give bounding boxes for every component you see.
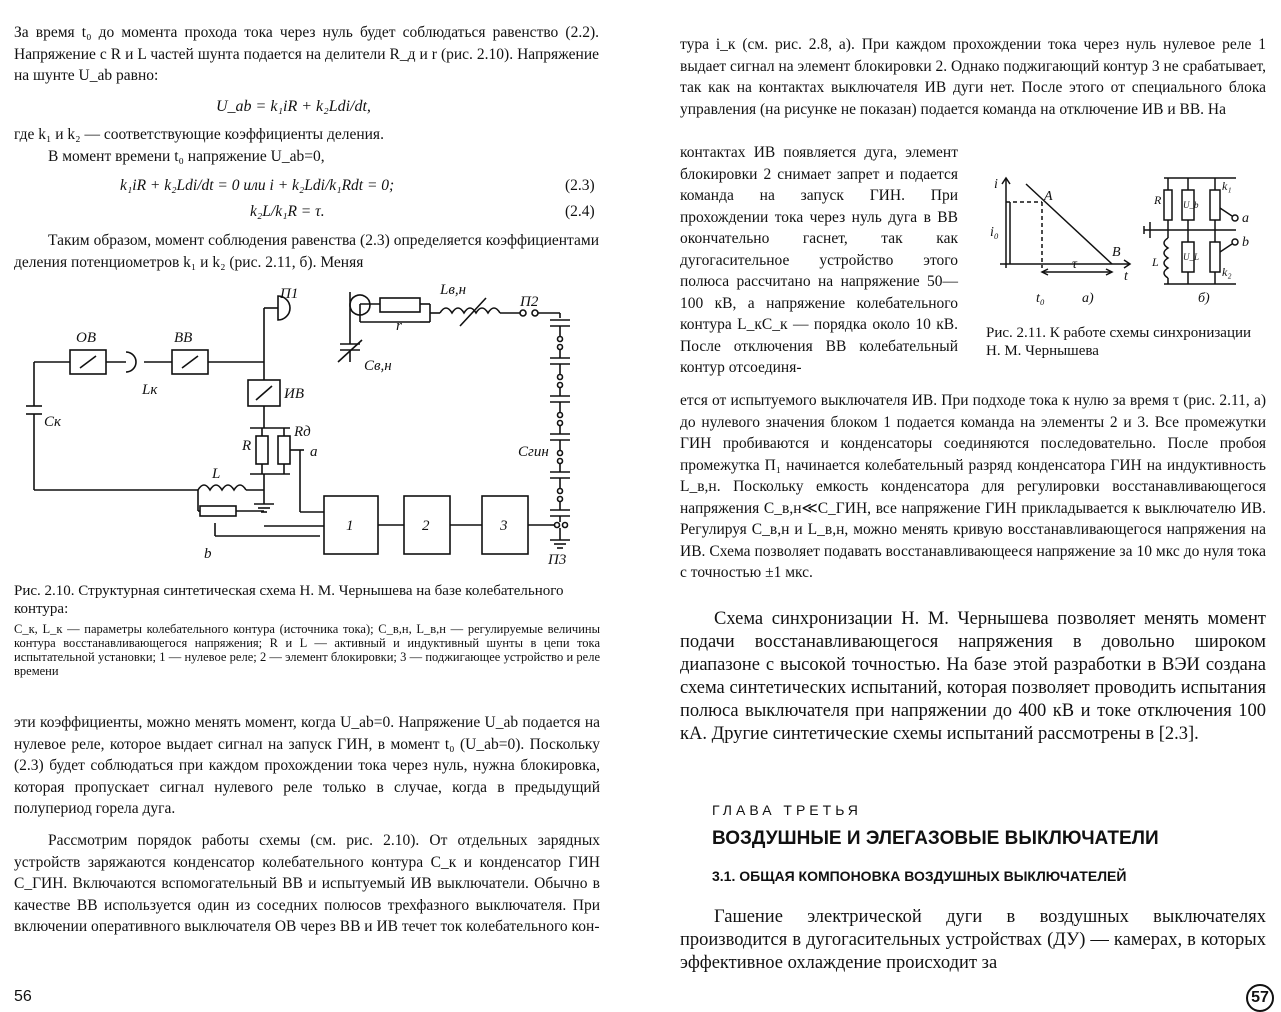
right-paragraph-2: ется от испытуемого выключателя ИВ. При подходе тока к нулю за время τ (рис. 2.11, а) до нулевого значения блоком 1 подается команда на элементы 2 и 3. Все промежутки ГИН пробиваются и конденсаторы соединяются последовательно. После пробоя промежутка П₁ начинается колебательный разряд конденсатора ГИН на индуктивность L_в,н. Поскольку емкость конденсатора для регулировки восстанавливающегося напряжения C_в,н≪C_ГИН, все напряжение ГИН прикладывается к выключателю ИВ. Регулируя C_в,н и L_в,н, можно менять кривую восстанавливающегося напряжения на ИВ. Схема позволяет подавать восстанавливающееся напряжение за 10 мкс до нуля тока с точностью ±1 мкс. (680, 392, 1266, 581)
right-paragraph-1b: контактах ИВ появляется дуга, элемент блокировки 2 снимает запрет и подается команда на запуск ГИН. При прохождении тока через нуль дуга в ВВ окончательно гаснет, так как дугогасительное устройство этого полюса рассчитано на напряжение 50—100 кВ, а напряжение колебательного контура L_кC_к — порядка около 10 кВ. После отключения ВВ колебательный контур отсоединя- (680, 144, 958, 376)
left-paragraph-1: За время t₀ до момента прохода тока через нуль будет соблюдаться равенство (2.2). Напряжение с R и L частей шунта подается на делители R_д и r (рис. 2.10). Напряжение на шунте U_ab равно: (14, 24, 599, 84)
label-cvn: Cв,н (364, 358, 392, 374)
fig211-label-UL: U_L (1183, 252, 1200, 262)
equation-2-3: k₁iR + k₂Ldi/dt = 0 или i + k₂Ldi/k₁Rdt = 0; (120, 177, 395, 194)
fig211-label-b: б) (1198, 291, 1210, 306)
right-paragraph-1: тура i_к (см. рис. 2.8, а). При каждом прохождении тока через нуль нулевое реле 1 выдает сигнал на элемент блокировки 2. Однако поджигающий контур 3 не срабатывает, так как на контактах выключателя ИВ дуги нет. После этого от специального блока управления (на рисунке не показан) подается команда на отключение ИВ и ВВ. На (680, 36, 1266, 118)
fig211-label-a: а) (1082, 291, 1094, 306)
figure-2-10-legend: C_к, L_к — параметры колебательного контура (источника тока); C_в,н, L_в,н — регулируемые величины контура восстанавливающегося напряжения; R и L — активный и индуктивный шунты в цепи тока испытательной установки; 1 — нулевое реле; 2 — элемент блокировки; 3 — поджигающее устройство и реле времени (14, 622, 600, 678)
figure-2-10-caption: Рис. 2.10. Структурная синтетическая схема Н. М. Чернышева на базе колебательного контура: (14, 583, 564, 617)
label-cgin: Cгин (518, 444, 549, 460)
label-L: L (212, 466, 221, 482)
fig211-label-Ub: U_b (1183, 200, 1199, 210)
right-paragraph-3: Схема синхронизации Н. М. Чернышева позволяет менять момент подачи восстанавливающегося напряжения в довольно широком диапазоне с высокой точностью. На базе этой разработки в ВЭИ создана схема синтетических испытаний, которая позволяет проводить испытания полюса выключателя при напряжении до 400 кВ и токе отключения 100 кА. Другие синтетические схемы испытаний рассмотрены в [2.3]. (680, 609, 1266, 744)
fig211-label-i: i (994, 177, 998, 192)
fig211-label-t: t (1124, 269, 1128, 284)
fig211-label-tau: τ (1072, 257, 1078, 272)
equation-2-4-number: (2.4) (565, 203, 595, 220)
figure-2-11-caption: Рис. 2.11. К работе схемы синхронизации Н. М. Чернышева (986, 325, 1252, 359)
fig211-label-A: A (1044, 189, 1053, 204)
label-lk: Lк (142, 382, 158, 398)
label-vv: ВВ (174, 330, 193, 346)
left-paragraph-3: В момент времени t₀ напряжение U_ab=0, (48, 148, 325, 165)
page-number-left: 56 (14, 988, 32, 1005)
figure-2-11 (986, 168, 1266, 314)
label-lvn: Lв,н (440, 282, 467, 298)
fig211-label-k2: k₂ (1222, 265, 1232, 279)
right-page (640, 0, 1281, 1011)
label-ov: ОВ (76, 330, 96, 346)
label-p2: П2 (520, 294, 539, 310)
label-block-1: 1 (346, 518, 354, 534)
left-paragraph-6: Рассмотрим порядок работы схемы (см. рис. 2.10). От отдельных зарядных устройств заряжаются конденсатор колебательного контура C_к и конденсатор ГИН C_ГИН. Включаются вспомогательный ВВ и испытуемый ИВ выключатели. Обычно в качестве ВВ используется один из соседних полюсов трехфазного выключателя. При включении оперативного выключателя ОВ через ВВ и ИВ течет ток колебательного кон- (14, 832, 600, 935)
label-Rd: Rд (294, 424, 311, 440)
formula-uab: U_ab = k₁iR + k₂Ldi/dt, (216, 98, 371, 115)
equation-2-3-number: (2.3) (565, 177, 595, 194)
left-paragraph-5: эти коэффициенты, можно менять момент, когда U_ab=0. Напряжение U_ab подается на нулевое реле, которое выдает сигнал на запуск ГИН, в момент t₀ (U_ab=0). Поскольку (2.3) будет соблюдаться при каждом прохождении тока через нуль, нужна блокировка, которая пропускает сигнал нулевого реле только в случае, когда в предыдущий полупериод горела дуга. (14, 714, 600, 817)
chapter-title: ВОЗДУШНЫЕ И ЭЛЕГАЗОВЫЕ ВЫКЛЮЧАТЕЛИ (712, 828, 1159, 849)
label-block-2: 2 (422, 518, 430, 534)
label-b: b (204, 546, 212, 562)
section-title: 3.1. ОБЩАЯ КОМПОНОВКА ВОЗДУШНЫХ ВЫКЛЮЧАТЕЛЕЙ (712, 868, 1127, 884)
fig211-label-pb: b (1242, 235, 1249, 250)
fig211-label-pa: a (1242, 211, 1249, 226)
fig211-label-i0: i₀ (990, 225, 999, 240)
page-number-right: 57 (1246, 984, 1274, 1012)
label-iv: ИВ (284, 386, 304, 402)
fig211-label-k1: k₁ (1222, 179, 1232, 193)
label-p3: П3 (548, 552, 567, 568)
left-paragraph-4: Таким образом, момент соблюдения равенства (2.3) определяется коэффициентами деления потенциометров k₁ и k₂ (рис. 2.11, б). Меняя (14, 232, 599, 271)
figure-2-10-circuit (20, 278, 600, 570)
label-r: r (396, 318, 402, 334)
label-R: R (242, 438, 252, 454)
fig211-label-t0: t₀ (1036, 291, 1045, 306)
fig211-label-R: R (1154, 193, 1162, 207)
label-block-3: 3 (500, 518, 508, 534)
label-p1: П1 (280, 286, 299, 302)
left-paragraph-2: где k₁ и k₂ — соответствующие коэффициенты деления. (14, 126, 384, 143)
label-ck: Cк (44, 414, 62, 430)
fig211-label-B: B (1112, 245, 1121, 260)
right-paragraph-4: Гашение электрической дуги в воздушных выключателях производится в дугогасительных устройствах (ДУ) — камерах, в которых эффективное охлаждение происходит за (680, 907, 1266, 973)
fig211-label-L: L (1152, 255, 1159, 269)
equation-2-4: k₂L/k₁R = τ. (250, 203, 325, 220)
label-a: a (310, 444, 318, 460)
left-page (0, 0, 640, 1011)
chapter-label: ГЛАВА ТРЕТЬЯ (712, 802, 862, 818)
